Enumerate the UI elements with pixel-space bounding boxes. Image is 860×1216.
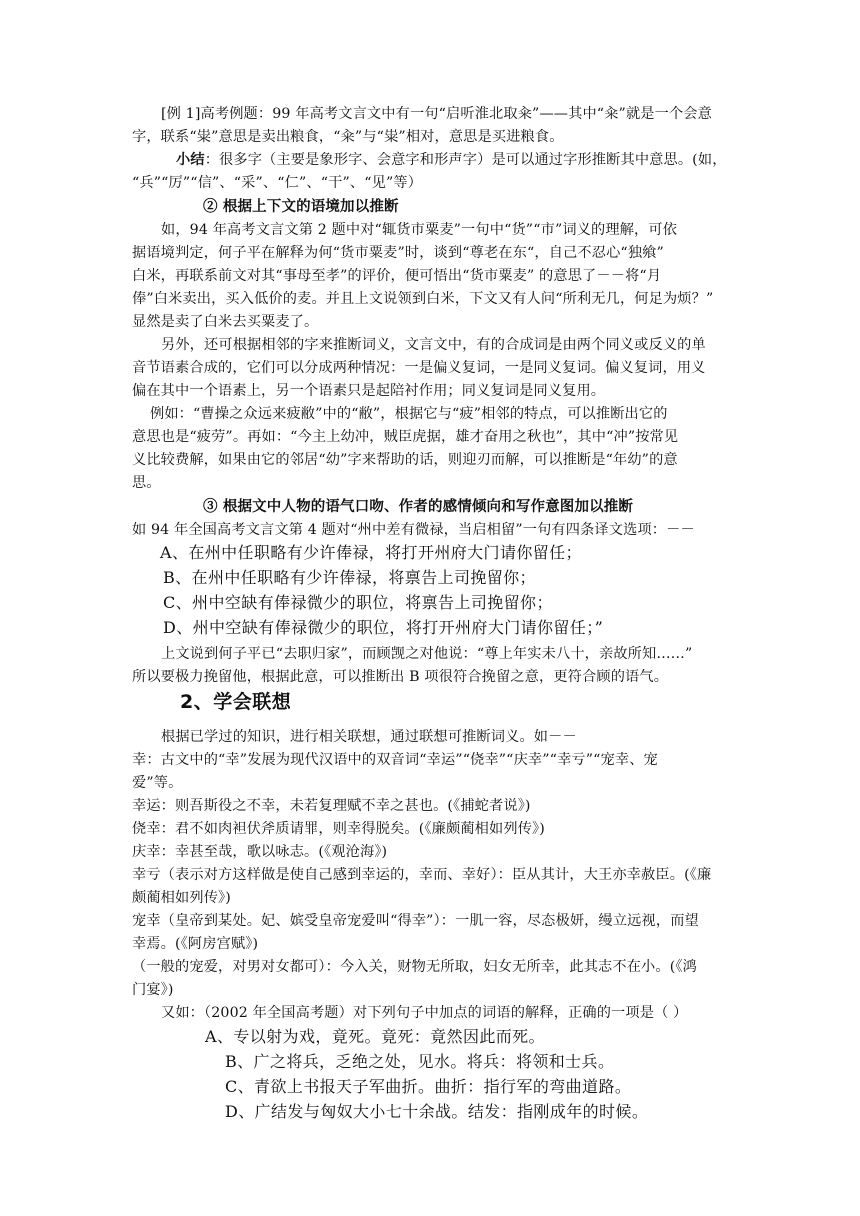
question-option-d: D、广结发与匈奴大小七十余战。结发：指刚成年的时候。 — [225, 1102, 649, 1121]
example-1-line-1: [例 1]高考例题：99 年高考文言文中有一句“启听淮北取籴”——其中“籴”就是一个会意 — [161, 106, 712, 122]
example-line: 幸运：则吾斯役之不幸，未若复理赋不幸之甚也。(《捕蛇者说》) — [132, 798, 531, 814]
paragraph-line: 显然是卖了白米去买粟麦了。 — [132, 314, 319, 330]
example-line: 颇蔺相如列传》) — [132, 890, 231, 906]
paragraph-line: 所以要极力挽留他，根据此意，可以推断出 B 项很符合挽留之意，更符合顾的语气。 — [132, 669, 669, 685]
summary-line-2: “兵”“厉”“信”、“采”、“仁”、“干”、“见”等） — [132, 175, 423, 191]
example-line: （一般的宠爱，对男对女都可）：今入关，财物无所取，妇女无所幸，此其志不在小。(《鸿 — [132, 959, 697, 975]
paragraph-line: 幸：古文中的“幸”发展为现代汉语中的双音词“幸运”“侥幸”“庆幸”“幸亏”“宠幸、宠 — [132, 752, 658, 768]
paragraph-line: 思。 — [132, 475, 161, 491]
paragraph-line: 偏在其中一个语素上，另一个语素只是起陪衬作用；同义复词是同义复用。 — [132, 383, 606, 399]
paragraph-line: 例如：“曹操之众远来疲敝”中的“敝”，根据它与“疲”相邻的特点，可以推断出它的 — [150, 406, 668, 422]
question-option-b: B、广之将兵，乏绝之处，见水。将兵：将领和士兵。 — [225, 1052, 615, 1071]
paragraph-line: 据语境判定，何子平在解释为何“货市粟麦”时，谈到“尊老在东“，自己不忍心“独飨” — [132, 245, 664, 261]
example-line: 幸焉。(《阿房宫赋》) — [132, 936, 259, 952]
paragraph-line: 意思也是“疲劳”。再如：“今主上幼冲，贼臣虎据，雄才奋用之秋也”，其中“冲”按常见 — [132, 429, 679, 445]
option-b: B、在州中任职略有少许俸禄，将禀告上司挽留你； — [163, 568, 536, 587]
question-line: 又如：（2002 年全国高考题）对下列句子中加点的词语的解释，正确的一项是（ ） — [161, 1005, 688, 1021]
section-title-2: 2、学会联想 — [180, 691, 292, 713]
paragraph-line: 音节语素合成的，它们可以分成两种情况：一是偏义复词，一是同义复词。偏义复词，用义 — [132, 360, 706, 376]
paragraph-line: 如，94 年高考文言文第 2 题中对“辄货市粟麦”一句中“货”“市”词义的理解，可依 — [161, 222, 678, 238]
question-option-a: A、专以射为戏，竟死。竟死：竟然因此而死。 — [205, 1027, 545, 1046]
summary-label: 小结 — [176, 152, 205, 168]
example-1-line-2: 字，联系“粜”意思是卖出粮食，“籴”与“粜”相对，意思是买进粮食。 — [132, 129, 564, 145]
summary-text: ：很多字（主要是象形字、会意字和形声字）是可以通过字形推断其中意思。(如， — [204, 152, 727, 168]
question-option-c: C、青欲上书报天子军曲折。曲折：指行军的弯曲道路。 — [225, 1077, 632, 1096]
paragraph-line: 爱”等。 — [132, 775, 183, 791]
section-heading-2: ② 根据上下文的语境加以推断 — [203, 198, 399, 215]
paragraph-line: 根据已学过的知识，进行相关联想，通过联想可推断词义。如－－ — [161, 729, 577, 745]
example-line: 侥幸：君不如肉袒伏斧质请罪，则幸得脱矣。(《廉颇蔺相如列传》) — [132, 821, 545, 837]
option-a: A、在州中任职略有少许俸禄，将打开州府大门请你留任； — [160, 543, 582, 562]
example-line: 宠幸（皇帝到某处。妃、嫔受皇帝宠爱叫“得幸”）：一肌一容，尽态极妍，缦立远视，而望 — [132, 913, 699, 929]
paragraph-line: 俸”白米卖出，买入低价的麦。并且上文说领到白米，下文又有人问“所利无几，何足为烦？” — [132, 291, 714, 307]
example-line: 门宴》) — [132, 982, 174, 998]
example-line: 幸亏（表示对方这样做是使自己感到幸运的，幸而、幸好）：臣从其计，大王亦幸赦臣。(《廉 — [132, 867, 712, 883]
option-c: C、州中空缺有俸禄微少的职位，将禀告上司挽留你； — [163, 593, 553, 612]
option-d: D、州中空缺有俸禄微少的职位，将打开州府大门请你留任；” — [163, 618, 604, 637]
paragraph-line: 义比较费解，如果由它的邻居“幼”字来帮助的话，则迎刃而解，可以推断是“年幼”的意 — [132, 452, 678, 468]
paragraph-line: 如 94 年全国高考文言文第 4 题对“州中差有微禄，当启相留”一句有四条译文选项：－－ — [132, 522, 695, 538]
example-line: 庆幸：幸甚至哉，歌以咏志。(《观沧海》) — [132, 844, 388, 860]
paragraph-line: 另外，还可根据相邻的字来推断词义，文言文中，有的合成词是由两个同义或反义的单 — [161, 337, 706, 353]
section-heading-3: ③ 根据文中人物的语气口吻、作者的感情倾向和写作意图加以推断 — [203, 498, 634, 515]
paragraph-line: 白米，再联系前文对其“事母至孝”的评价，便可悟出“货市粟麦” 的意思了－－将“月 — [132, 268, 662, 284]
summary-line-1 — [176, 149, 727, 171]
paragraph-line: 上文说到何子平已“去职归家”，而顾觊之对他说：“尊上年实未八十，亲故所知……” — [161, 646, 693, 662]
